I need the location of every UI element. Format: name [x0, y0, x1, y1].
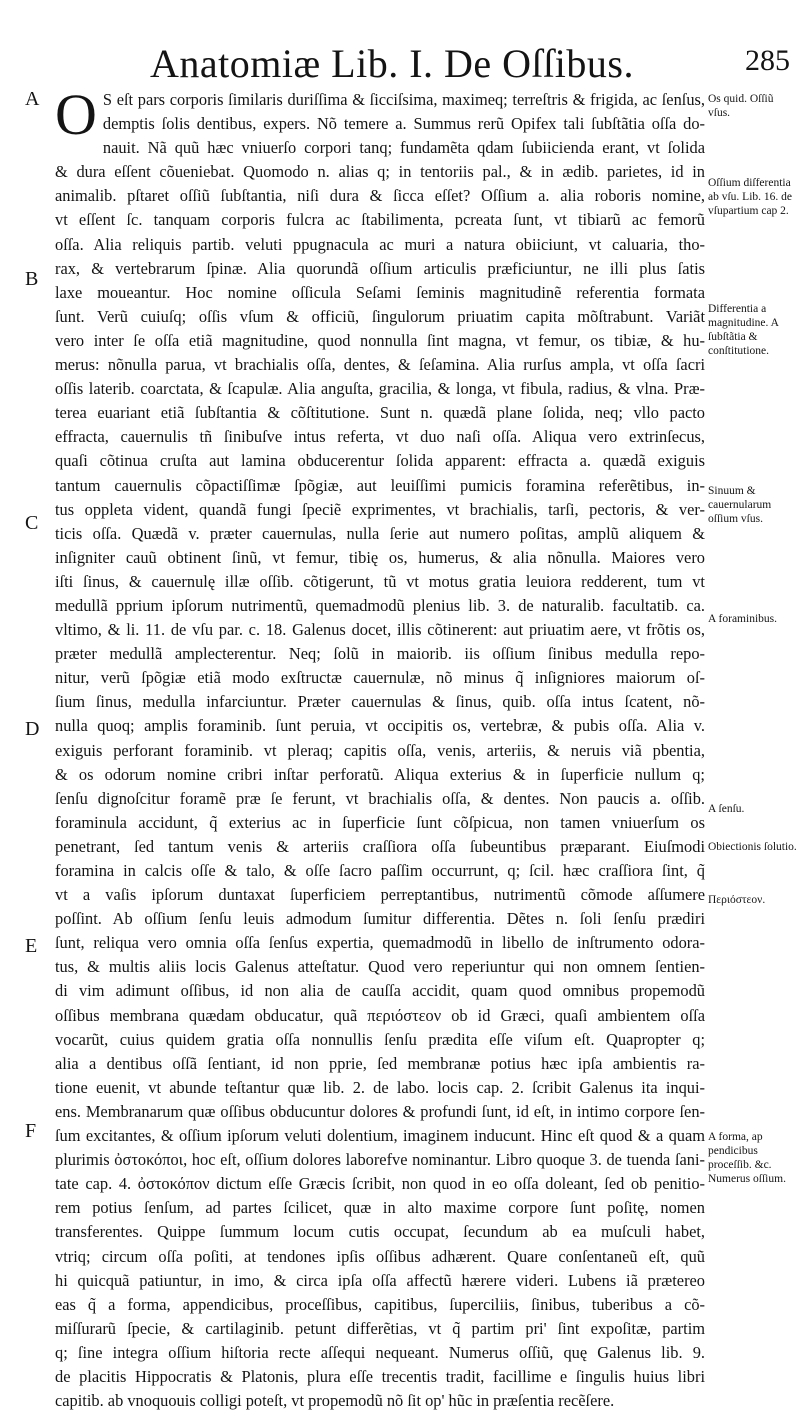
body-text [55, 82, 705, 1411]
text-line: alia a dentibus oſſã ſentiant, id non pprie, ſed membranæ potius hæc ipſa ambientis ra- [55, 1053, 705, 1073]
text-line: rax, & vertebrarum ſpinæ. Alia quorundã oſſium articulis præficiuntur, ne illi plus ſatis [55, 258, 705, 278]
text-line: vero inter ſe oſſa etiã magnitudine, quod nonnulla ſint magna, vt femur, os tibiæ, & hu- [55, 330, 705, 350]
text-line: inſigniter cauũ obtinent ſinũ, vt femur, tibię os, humerus, & alia nõnulla. Maiores vero [55, 547, 705, 567]
text-line: medullã pprium ipſorum nutrimentũ, quemadmodũ plenius lib. 3. de naturalib. facultatib. ca. [55, 595, 705, 615]
margin-note-foraminibus: A foraminibus. [708, 613, 777, 625]
text-line: penetrant, ſed tantum venis & arteriis craſſiora oſſa ſubeuntibus præparant. Eiuſmodi [55, 836, 705, 856]
text-line: tus oppleta vident, quandã fungi ſpeciẽ exprimentes, vt brachialis, tarſi, pectoris, & ver- [55, 499, 705, 519]
margin-note-magnitudine: Differentia a magnitudine. A ſubſtãtia & conſtitutione. [708, 303, 779, 357]
margin-note-os-quid: Os quid. Oſſiũ vſus. [708, 93, 774, 119]
margin-note-obiectionis: Obiectionis ſolutio. [708, 841, 797, 853]
text-line: animalib. pſtaret oſſiũ ſubſtantia, niſi dura & ſicca eſſet? Oſſium a. alia roboris nomine, [55, 186, 705, 206]
text-line: de placitis Hippocratis & Platonis, plura eſſe trecentis tradit, facillime e ſingulis huius libri [55, 1366, 705, 1386]
section-letter-f: F [25, 1120, 37, 1142]
text-line: nulla quoq; amplis foraminib. ſunt peruia, vt occipitis os, vertebræ, & pubis oſſa. Alia v. [55, 716, 705, 736]
section-letter-a: A [25, 88, 40, 110]
text-line: terea euariant etiã ſubſtantia & cõſtitutione. Sunt n. quædã plane ſolida, neq; vllo pacto [55, 403, 705, 423]
running-title: Anatomiæ Lib. I. De Oſſibus. [150, 41, 634, 86]
margin-note-differentia-ab-usu: Oſſium diſferentia ab vſu. Lib. 16. de vſupartium cap 2. [708, 177, 792, 217]
page-header [150, 40, 790, 90]
text-line: rem potius ſenſum, ad partes ſcilicet, quæ in alto maxime corpore ſunt poſitę, nomen [55, 1198, 705, 1218]
page-number: 285 [745, 44, 790, 77]
margin-note-periosteon: Περιόστεον. [708, 894, 766, 906]
text-line: exiguis perforant foraminib. vt pleraq; capitis oſſa, venis, arteriis, & neruis viã pbentia, [55, 740, 705, 760]
text-line: tus, & multis aliis locis Galenus atteſtatur. Quod vero reperiuntur qui non omnem ſentien- [55, 957, 705, 977]
margin-note-sensu: A ſenſu. [708, 803, 745, 815]
text-line: oſſa. Alia reliquis partib. veluti ppugnacula ac muri a natura obiiciunt, vt caluaria, tho- [55, 234, 705, 254]
margin-note-forma: A forma, ap pendicibus proceſſib. &c. Numerus oſſium. [708, 1131, 786, 1185]
text-line: tione euenit, vt abunde teſtantur quæ lib. 2. de labo. locis cap. 2. ſcribit Galenus ita inqui- [55, 1077, 705, 1097]
text-line: tantum cauernulis cõpactiſſimæ ſpõgiæ, aut leuiſſimi pumicis foramina referẽtibus, in- [55, 475, 705, 495]
text-line: quaſi cõtinua cruſta aut lamina obducerentur ſolida apparent: effracta a. quædã exiguis [55, 451, 705, 471]
text-line: capitib. ab vnoquouis colligi poteſt, vt propemodũ nõ ſit op' hũc in præſentia recẽſere. [55, 1391, 615, 1411]
text-line: ticis oſſa. Quædã v. præter cauernulas, nulla ſerie aut numero poſitas, amplũ aliquem & [55, 523, 705, 543]
text-line: plurimis ὀστοκόποι, hoc eſt, oſſium dolores laborefve nominantur. Libro quoque 3. de tuenda ſani- [55, 1150, 705, 1170]
text-line: vocarũt, cuius quidem gratia oſſa nonnullis ſenſu prædita eſſe viſum eſt. Quapropter q; [55, 1029, 705, 1049]
text-line: poſſint. Ab oſſium ſenſu leuis admodum ſumitur differentia. Dẽtes n. ſoli ſenſu prædiri [55, 909, 705, 929]
text-line: miſſurarũ ſpecie, & cartilaginib. petunt differẽtias, vt q̃ partim pri' ſint expoſitæ, partim [55, 1318, 705, 1338]
text-line: effracta, cauernulis tñ ſinibuſve intus referta, vt duo naſi oſſa. Aliqua vero extrinſecus, [55, 427, 705, 447]
text-line: & dura eſſent cõueniebat. Quomodo n. alias q; in tentoriis pal., & in ædib. parietes, id in [55, 162, 705, 182]
text-line: & os odorum nomine cribri inſtar perforatũ. Aliqua exterius & in ſuperficie nullum q; [55, 764, 705, 784]
text-line: demptis ſolis dentibus, expers. Nõ temere a. Summus rerũ Opifex tali ſubſtãtia oſſa do- [102, 114, 705, 134]
text-line: foramina in calcis oſſe & talo, & oſſe ſacro paſſim occurrunt, q; ſcil. hæc craſſiora ſint, q̃ [55, 861, 705, 880]
section-letter-e: E [25, 935, 38, 957]
text-line: præter medullã amplecterentur. Neq; ſolũ in maiorib. iis oſſium ſinibus medulla repo- [55, 644, 705, 664]
margin-note-sinuum: Sinuum & cauernularum oſſium vſus. [708, 485, 772, 525]
text-line: ſum excitantes, & oſſium ipſorum veluti dolentium, imaginem inducunt. Hinc eſt quod & a quam [55, 1126, 705, 1146]
text-line: ſium ſinus, medulla infarciuntur. Præter cauernulas & ſinus, quib. oſſa intus ſcatent, nõ- [55, 692, 705, 712]
text-line: vtriq; circum oſſa poſiti, at tendones ipſis oſſibus adhærent. Quare conſentaneũ eſt, quũ [55, 1246, 705, 1266]
text-line: nauit. Nã quũ hæc vniuerſo corpori tanq; fundamẽta qdam ſubiicienda erant, vt ſolida [102, 138, 705, 158]
text-line: S eſt pars corporis ſimilaris duriſſima & ſicciſsima, maximeq; terreſtris & frigida, ac ſenſus, [102, 90, 705, 109]
text-line: foraminula accidunt, q̃ exterius ac in ſuperficie ſunt cõſpicua, non tamen vniuerſum os [55, 812, 705, 832]
text-line: iſti ſinus, & cauernulę illæ oſſib. cõtigerunt, tũ vt motus gratia leuiora redderent, tum vt [55, 571, 705, 591]
text-line: hi quicquã patiuntur, in imo, & circa ipſa oſſa affectũ hærere videri. Lubens iã prætereo [55, 1270, 705, 1290]
text-line: laxe moueantur. Hoc nomine oſſicula Seſami ſeminis magnitudinẽ referentia formata [55, 282, 705, 302]
text-line: tate cap. 4. ὀστοκόπον dictum eſſe Græcis ſcribit, non quod in eo oſſa doleant, ſed ob penitio- [55, 1174, 705, 1194]
text-line: ens. Membranarum quæ oſſibus obducuntur dolores & profundi ſunt, id eſt, in intimo corpore ſen- [55, 1101, 705, 1121]
text-line: di vim adimunt oſſibus, id non alia de cauſſa accidit, quam quod omnibus propemodũ [55, 981, 705, 1001]
text-line: q; ſine integra oſſium hiſtoria recte aſſequi nequeant. Numerus oſſiũ, quę Galenus lib. 9. [55, 1342, 705, 1362]
text-line: transferentes. Quippe ſummum locum cutis occupat, ſecundum ab ea muſculi habet, [55, 1222, 705, 1242]
text-line: nitur, verũ ſpõgiæ etiã modo exſtructæ cauernulæ, nõ minus q̃ inſigniores maiorum oſ- [55, 668, 705, 688]
text-line: ſunt, reliqua vero omnia oſſa ſenſus expertia, quemadmodũ in libello de inſtrumento odora- [55, 933, 705, 953]
section-letter-d: D [25, 718, 40, 740]
text-line: ſunt. Verũ cuiuſq; oſſis vſum & officiũ, ſingulorum priuatim capita mõſtrabunt. Variãt [55, 306, 705, 326]
section-letter-c: C [25, 512, 39, 534]
text-line: merus: nõnulla parua, vt brachialis oſſa, dentes, & ſeſamina. Alia rurſus ampla, vt oſſa ſacri [55, 355, 705, 375]
text-line: oſſis laterib. coarctata, & ſcapulæ. Alia anguſta, gracilia, & longa, vt fibula, radius, & vlna. Præ- [55, 379, 705, 399]
text-line: eas q̃ a forma, appendicibus, proceſſibus, capitibus, ſuperciliis, ſinibus, tuberibus a cõ- [55, 1294, 705, 1314]
text-line: ſenſu dignoſcitur foramẽ præ ſe ferunt, vt brachialis oſſa, & dentes. Non paucis a. oſſib. [55, 788, 705, 808]
section-letter-b: B [25, 268, 39, 290]
text-line: vltimo, & li. 11. de vſu par. c. 18. Galenus docet, illis cõtinerent: aut priuatim aere, vt frõtis os, [55, 620, 705, 640]
dropcap: O [55, 82, 97, 147]
text-line: vt eſſent ſc. tanquam corporis fulcra ac ſtabilimenta, pcreata ſunt, vt tibiarũ ac femorũ [55, 210, 705, 230]
text-line: oſſibus membrana quædam obducatur, quã περιόστεον ob id Græci, quaſi ambientem oſſa [55, 1005, 705, 1025]
text-line: vt a vaſis ipſorum duntaxat ſuperficiem perreptantibus, nutrimentũ cõmode aſſumere [55, 885, 705, 905]
